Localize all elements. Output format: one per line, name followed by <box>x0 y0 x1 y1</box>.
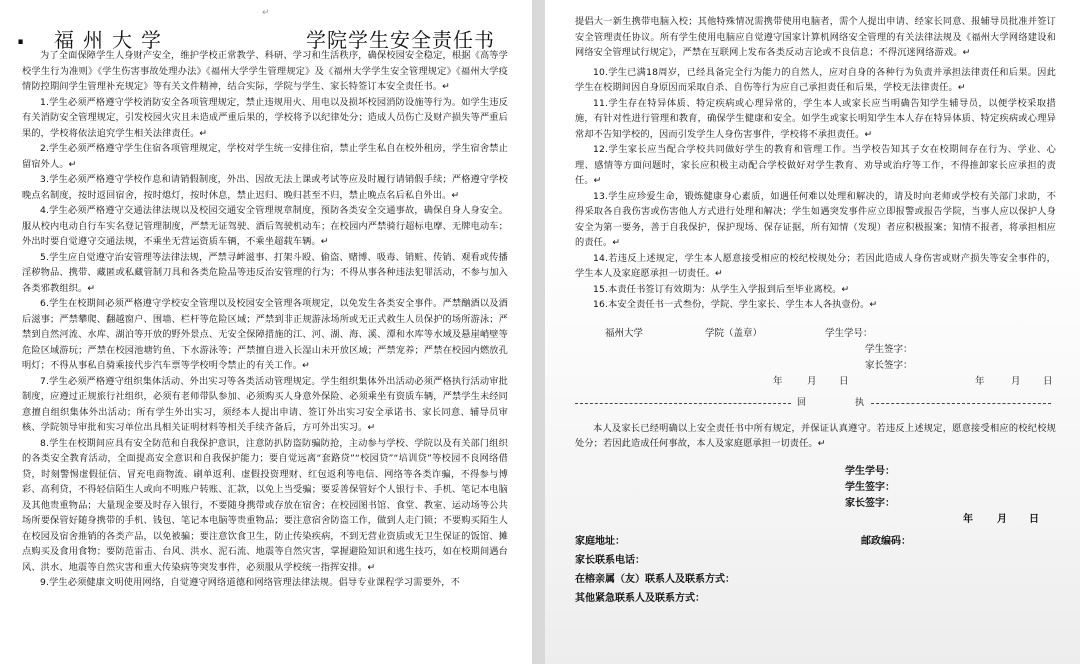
document-title: 学院学生安全责任书 <box>306 28 495 52</box>
paragraph-mark: ↵ <box>262 8 270 18</box>
clause-15: 15.本责任书签订有效期为：从学生入学报到后至毕业离校。↵ <box>593 283 850 295</box>
clause-9: 9.学生必须健康文明使用网络，自觉遵守网络道德和网络管理法律法规。倡导专业课程学习需要外，不 <box>40 577 460 588</box>
sig-parent-row <box>575 357 1056 373</box>
clause-8: 8.学生在校期间应具有安全防范和自我保护意识，注意防扒防盗防骗防抢，主动参与学校、学院以及有关部门组织的各类安全教育活动，全面提高安全意识和自我保护能力；要自觉远离“套路贷”“校园贷”“培训贷”等校园不良网络借贷，时刻警惕虚假征信、冒充电商物流、刷单返利、虚假投资理财、红包返利等电信、网络等各类诈骗，不得参与博彩、高利贷，不得轻信陌生人或向不明账户转账、汇款，以免上当受骗；要妥善保管好个人银行卡、手机、笔记本电脑及其他贵重物品；大量现金要及时存入银行，不要随身携带或存放在宿舍；在校园图书馆、食堂、教室、运动场等公共场所要保管好随身携带的手机、钱包、笔记本电脑等贵重物品；要注意宿舍防盗工作，做到人走门锁；不要购买陌生人在校园及宿舍推销的各类产品，以免被骗；要注意饮食卫生，防止传染疾病，不到无营业资质或无卫生保证的饭馆、摊点购买及食用食物；要防范雷击、台风、洪水、泥石流、地震等自然灾害，掌握避险知识和逃生技巧，如在校期间遇台风、洪水、地震等自然灾害和重大传染病等突发事件，必须服从学校统一指挥安排。↵ <box>22 437 508 573</box>
date-year: 年 <box>773 375 783 387</box>
signature-row <box>575 325 1056 341</box>
date-day-2: 日 <box>1043 375 1053 387</box>
document-page-right <box>545 0 1080 664</box>
receipt-student-no: 学生学号： <box>845 465 895 477</box>
document-page-left <box>0 0 532 664</box>
clause-5: 5.学生应自觉遵守治安管理等法律法规，严禁寻衅滋事、打架斗殴、偷盗、赌博、吸毒、销赃、传销、观看或传播淫秽物品、携带、藏匿或私藏管制刀具和各类危险品等违反治安管理的行为；不得从事各种违法犯罪活动，不参与加入各类邪教组织。↵ <box>22 251 508 294</box>
bullet-dot: . <box>16 22 26 50</box>
receipt-parent-sign: 家长签字： <box>845 497 895 509</box>
clause-13: 13.学生应珍爱生命，锻炼健康身心素质，如遇任何难以处理和解决的，请及时向老师或学校有关部门求助，不得采取各自我伤害或伤害他人方式进行处理和解决；学生如遇突发事件应立即报警或报告学院，当事人应以保护人身安全为第一要务，善于自我保护，保护现场、保存证据，所有知情（发现）者应积极报案；知情不报者，将承担相应的责任。↵ <box>575 190 1056 248</box>
receipt-statement: 本人及家长已经明确以上安全责任书中所有规定，并保证认真遵守。若违反上述规定，愿意接受相应的校纪校规处分；若因此造成任何事故，本人及家庭愿承担一切责任。↵ <box>575 422 1056 449</box>
intro-paragraph: 为了全面保障学生人身财产安全，维护学校正常教学、科研、学习和生活秩序，确保校园安全稳定，根据《高等学校学生行为准则》《学生伤害事故处理办法》《福州大学学生管理规定》及《福州大学学生安全管理规定》《福州大学疫情防控期间学生管理补充规定》等有关文件精神，结合实际，学院与学生、家长特签订本安全责任书。↵ <box>22 50 508 92</box>
local-relative-label: 在榕亲属（友）联系人及联系方式： <box>575 573 735 585</box>
sig-university: 福州大学 <box>605 327 644 339</box>
sig-parent-sign: 家长签字： <box>865 359 913 371</box>
receipt-separator <box>575 395 1056 411</box>
clause-14: 14.若违反上述规定，学生本人愿意接受相应的校纪校规处分；若因此造成人身伤害或财产损失等安全事件的，学生本人及家庭愿承担一切责任。↵ <box>575 252 1056 279</box>
receipt-student-sign: 学生签字： <box>845 481 895 493</box>
clause-6: 6.学生在校期间必须严格遵守学校安全管理以及校园安全管理各项规定，以免发生各类安全事件。严禁酗酒以及酒后滋事；严禁攀爬、翻越窗户、围墙、栏杆等危险区域；严禁到非正规游泳场所或无正式救生人员保护的场所游泳；严禁到自然河流、水库、湖泊等开放的野外景点、无安全保障措施的江、河、湖、海、溪、潭和水库等水域及悬崖峭壁等危险区域游玩；严禁在校园池塘钓鱼、下水游泳等；严禁擅自进入长湿山未开放区域；严禁宠养；严禁在校园内燃放孔明灯；不得从事私自骑乘接代步汽车票等学校明令禁止的有关工作。↵ <box>22 298 508 371</box>
receipt-parent-sign-row <box>575 494 1056 510</box>
postcode-label: 邮政编码： <box>861 535 911 547</box>
clause-7: 7.学生必须严格遵守组织集体活动、外出实习等各类活动管理规定。学生组织集体外出活动必须严格执行活动审批制度，应遵过正规旅行社组织，必须有老师带队参加、必须购买人身意外保险、必须乘坐有资质车辆，严禁学生未经同意擅自组织集体外出活动；所有学生外出实习，须经本人提出申请、签订外出实习安全承诺书、家长同意、辅导员审核、学院领导审批和实习单位出具相关证明材料等相关手续齐备后，方可外出实习。↵ <box>22 375 508 433</box>
sig-date-row <box>575 373 1056 389</box>
sig-student-no: 学生学号： <box>825 327 873 339</box>
clause-2: 2.学生必须严格遵守学生住宿各项管理规定，学校对学生统一安排住宿，禁止学生私自在校外租房，学生宿舍禁止留宿外人。↵ <box>22 143 508 170</box>
clause-4: 4.学生必须严格遵守交通法律法规以及校园交通安全管理规章制度，预防各类安全交通事故，确保自身人身安全。服从校内电动自行车实名登记管理制度，严禁无证驾驶、酒后驾驶机动车；在校园内严禁骑行超标电摩、无牌电动车；外出时要自觉遵守交通法规，不乘坐无营运资质车辆，不乘坐超载车辆。↵ <box>22 205 508 247</box>
clause-12: 12.学生家长应当配合学校共同做好学生的教育和管理工作。当学校告知其子女在校期间存在行为、学业、心理、感情等方面问题时，家长应积极主动配合学校做好对学生教育、劝导或治疗等工作，不得推卸家长应承担的责任。↵ <box>575 144 1056 186</box>
clause-3: 3.学生必须严格遵守学校作息和请销假制度，外出、因故无法上课或考试等应及时履行请销假手续；严格遵守学校晚点名制度，按时返回宿舍，按时熄灯，按时休息，禁止迟归、晚归甚至不归，禁止晚点名后私自外出。↵ <box>22 174 508 201</box>
date-day: 日 <box>839 375 849 387</box>
sig-student-sign: 学生签字： <box>865 343 913 355</box>
receipt-student-sign-row <box>575 478 1056 494</box>
clause-11: 11.学生存在特异体质、特定疾病或心理异常的，学生本人或家长应当明确告知学生辅导员，以便学校采取措施，有针对性进行管理和教育，确保学生健康和安全。如学生或家长明知学生本人存在特异体质、特定疾病或心理异常却不告知学校的，因而引发学生人身伤害事件，学校将不承担责任。↵ <box>575 97 1056 140</box>
receipt-label-1: 回 <box>797 397 807 408</box>
receipt-student-no-row <box>575 462 1056 478</box>
clause-10: 10.学生已满18周岁，已经具备完全行为能力的自然人，应对自身的各种行为负责并承担法律责任和后果。因此学生在校期间因自身原因而采取自杀、自伤等行为应自己承担责任和后果，学校无法律责任。↵ <box>575 66 1056 93</box>
contact-block <box>575 532 1056 608</box>
parent-phone-label: 家长联系电话： <box>575 554 645 566</box>
clause-1: 1.学生必须严格遵守学校消防安全各项管理规定，禁止违规用火、用电以及损坏校园消防设施等行为。如学生违反有关消防安全管理规定，引发校园火灾且未造成严重后果的，学校将予以纪律处分；造成人员伤亡及财产损失等严重后果的，学校将依法追究学生相关法律责任。↵ <box>22 96 508 139</box>
receipt-month: 月 <box>997 513 1007 525</box>
date-month: 月 <box>807 375 817 387</box>
sig-student-row <box>575 341 1056 357</box>
date-year-2: 年 <box>975 375 985 387</box>
university-name: 福州大学 <box>54 28 170 52</box>
sig-college-seal: 学院（盖章） <box>705 327 763 339</box>
home-address-label: 家庭地址： <box>575 535 625 547</box>
receipt-day: 日 <box>1029 513 1039 525</box>
emergency-contact-label: 其他紧急联系人及联系方式： <box>575 592 705 604</box>
receipt-year: 年 <box>963 513 973 525</box>
receipt-label-2: 执 <box>855 397 865 408</box>
clause-16: 16.本安全责任书一式叁份，学院、学生家长、学生本人各执壹份。↵ <box>593 299 878 310</box>
clause-9-continuation: 提倡大一新生携带电脑入校；其他特殊情况需携带使用电脑者，需个人提出申请、经家长同意、报辅导员批准并签订安全管理责任协议。所有学生使用电脑应自觉遵守国家计算机网络安全管理的有关法律法规及《福州大学网络建设和网络安全管理试行规定》，严禁在互联网上发布各类反动言论或不良信息；不得沉迷网络游戏。↵ <box>575 16 1056 58</box>
date-month-2: 月 <box>1011 375 1021 387</box>
receipt-date-row <box>575 510 1056 526</box>
document-header <box>16 0 508 52</box>
